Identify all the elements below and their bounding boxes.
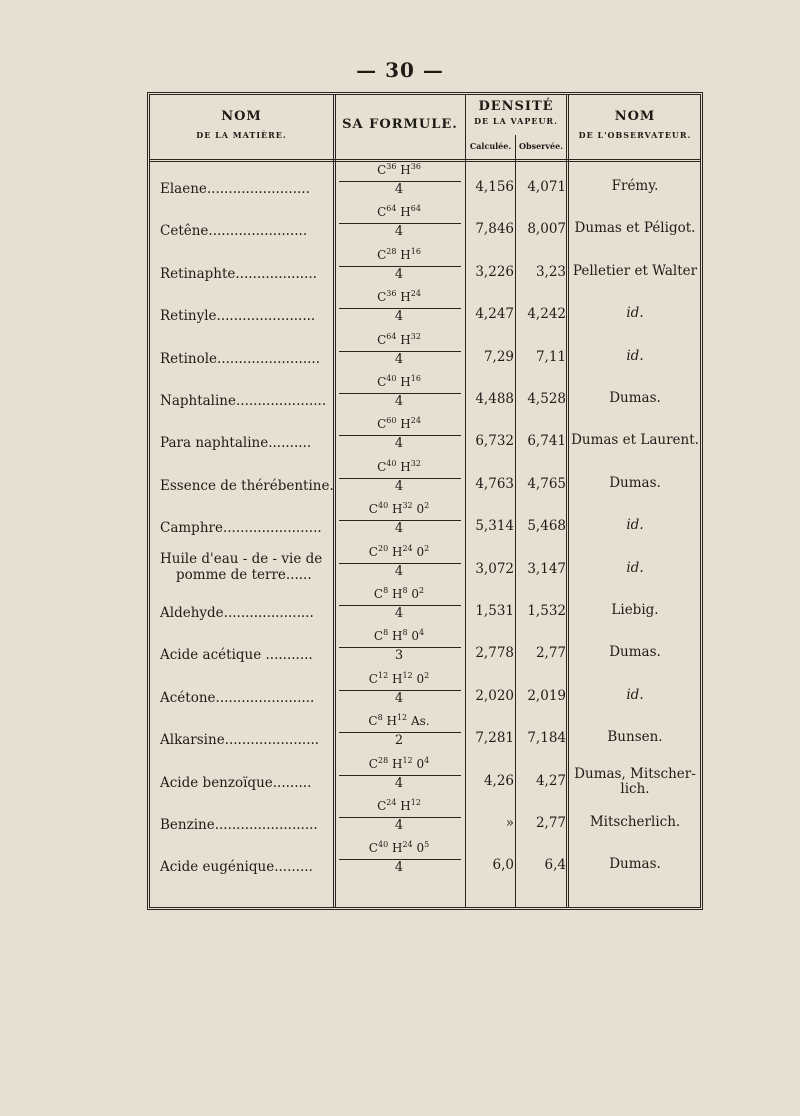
formula-denominator: 3	[394, 648, 404, 664]
density-calculated: 7,281	[475, 730, 514, 747]
density-calculated: 1,531	[475, 603, 514, 619]
matiere-name: Elaene........................	[160, 181, 310, 197]
header-densite: DENSITÉ DE LA VAPEUR.	[474, 99, 558, 126]
matiere-name: Acide eugénique.........	[160, 859, 313, 876]
formula-numerator: $C^{60}$ $H^{24}$	[377, 416, 421, 432]
matiere-name: Cetêne.......................	[160, 223, 308, 240]
table-row	[150, 374, 700, 422]
table-row	[150, 543, 700, 592]
matiere-name: Aldehyde.....................	[160, 605, 314, 621]
matiere-name: Alkarsine......................	[160, 732, 320, 749]
density-calculated: 6,732	[475, 433, 514, 450]
matiere-name: Huile d'eau - de - vie de pomme de terre......	[160, 550, 323, 583]
table-row	[150, 289, 700, 337]
density-calculated: 3,226	[475, 263, 514, 280]
observer-name: Dumas et Péligot.	[574, 220, 696, 237]
table-row	[150, 331, 700, 380]
formula-numerator: $C^{40}$ $H^{32}$	[377, 458, 421, 474]
matiere-name: Retinole........................	[160, 350, 321, 367]
density-observed: 3,147	[527, 560, 566, 577]
table-row	[150, 755, 700, 804]
observer-name: Dumas.	[609, 474, 661, 491]
density-observed: 4,071	[527, 179, 566, 195]
density-observed: 5,468	[527, 518, 566, 535]
matiere-name: Acide benzoïque.........	[160, 774, 312, 791]
observer-name: Mitscherlich.	[589, 814, 681, 830]
density-calculated: 4,488	[475, 391, 514, 407]
formula-denominator: 4	[394, 606, 404, 621]
density-calculated: 5,314	[475, 518, 514, 535]
formula-numerator: $C^{40}$ $H^{32}$ $0^2$	[368, 501, 430, 517]
density-calculated: 4,763	[475, 475, 514, 492]
header-rule	[150, 159, 700, 162]
density-calculated: 2,020	[475, 687, 514, 704]
header-formule: SA FORMULE.	[342, 117, 458, 132]
formula-numerator: $C^{24}$ $H^{12}$	[377, 798, 421, 813]
formula-numerator: $C^8$ $H^8$ $0^4$	[373, 628, 425, 644]
formula-denominator: 4	[394, 182, 404, 197]
formula-denominator: 4	[394, 436, 404, 452]
density-calculated: 3,072	[475, 560, 514, 577]
density-observed: 4,765	[527, 475, 566, 492]
density-calculated: 4,26	[483, 772, 514, 789]
formula-numerator: $C^{28}$ $H^{16}$	[377, 246, 421, 262]
table-row	[150, 204, 700, 252]
density-observed: 2,019	[527, 687, 566, 704]
formula-denominator: 4	[394, 860, 404, 876]
matiere-name: Retinyle.......................	[160, 308, 316, 325]
table-row	[150, 162, 700, 210]
formula-numerator: $C^{64}$ $H^{64}$	[377, 204, 421, 220]
density-observed: 1,532	[527, 603, 566, 619]
density-calculated: 7,846	[475, 221, 514, 238]
density-calculated: 4,247	[475, 306, 514, 323]
table-row	[150, 586, 700, 634]
observer-name: Dumas.	[609, 390, 661, 406]
table-row	[150, 501, 700, 549]
formula-denominator: 4	[394, 521, 404, 537]
page-number: — 30 —	[356, 58, 444, 82]
table-row	[150, 670, 700, 719]
density-observed: 7,11	[535, 348, 566, 365]
matiere-name: Retinaphte...................	[160, 265, 317, 282]
formula-denominator: 4	[394, 394, 404, 409]
density-observed: 6,741	[527, 433, 566, 450]
density-observed: 4,242	[527, 306, 566, 323]
formula-denominator: 2	[394, 733, 404, 749]
formula-denominator: 4	[394, 266, 404, 282]
formula-denominator: 4	[394, 690, 404, 706]
matiere-name: Camphre.......................	[160, 520, 322, 537]
density-calculated: 2,778	[475, 645, 514, 662]
formula-denominator: 4	[394, 818, 404, 833]
observer-name: Dumas.	[609, 644, 661, 661]
table-row	[150, 628, 700, 676]
density-observed: 4,528	[527, 391, 566, 407]
observer-name: Bunsen.	[607, 729, 663, 746]
formula-denominator: 4	[394, 351, 404, 367]
observer-name: id.	[626, 686, 644, 703]
formula-numerator: $C^8$ $H^{12}$ As.	[368, 713, 430, 729]
density-observed: 8,007	[527, 221, 566, 238]
matiere-name: Acide acétique ...........	[160, 647, 313, 664]
density-observed: 3,23	[535, 263, 566, 280]
formula-numerator: $C^{12}$ $H^{12}$ $0^2$	[368, 670, 430, 686]
matiere-name: Para naphtaline..........	[160, 435, 312, 452]
density-observed: 6,4	[544, 857, 566, 874]
density-observed: 2,77	[535, 815, 566, 831]
formula-numerator: $C^{40}$ $H^{24}$ $0^5$	[368, 840, 430, 856]
density-observed: 7,184	[527, 730, 566, 747]
observer-name: id.	[626, 559, 644, 576]
density-calculated: 7,29	[483, 348, 514, 365]
formula-numerator: $C^{36}$ $H^{36}$	[377, 162, 421, 177]
header-observee: Observée.	[519, 141, 563, 151]
formula-numerator: $C^{28}$ $H^{12}$ $0^4$	[368, 755, 430, 771]
header-nom-matiere: NOM DE LA MATIÈRE.	[196, 109, 287, 140]
formula-numerator: $C^{36}$ $H^{24}$	[377, 289, 421, 305]
formula-denominator: 4	[394, 775, 404, 791]
table-row	[150, 713, 700, 761]
observer-name: id.	[626, 347, 644, 364]
density-calculated: »	[505, 815, 514, 831]
density-observed: 2,77	[535, 645, 566, 662]
observer-name: Pelletier et Walter	[572, 262, 698, 279]
header-nom-observateur: NOM DE L'OBSERVATEUR.	[578, 109, 692, 140]
matiere-name: Essence de thérébentine.	[160, 477, 334, 494]
formula-numerator: $C^{64}$ $H^{32}$	[377, 331, 421, 347]
observer-name: id.	[626, 517, 644, 534]
table-row	[150, 458, 700, 507]
matiere-name: Acétone.......................	[160, 689, 315, 706]
table-row	[150, 246, 700, 295]
formula-numerator: $C^8$ $H^8$ $0^2$	[373, 586, 425, 601]
observer-name: Frémy.	[611, 178, 659, 194]
formula-denominator: 4	[394, 224, 404, 240]
density-table	[147, 92, 703, 910]
density-observed: 4,27	[535, 772, 566, 789]
density-calculated: 6,0	[492, 857, 514, 874]
table-row	[150, 840, 700, 888]
observer-name: Dumas.	[609, 856, 661, 873]
observer-name: Dumas et Laurent.	[571, 432, 699, 449]
observer-name: id.	[626, 305, 644, 322]
formula-denominator: 4	[394, 563, 404, 579]
formula-numerator: $C^{20}$ $H^{24}$ $0^2$	[368, 543, 430, 559]
table-row	[150, 416, 700, 464]
formula-numerator: $C^{40}$ $H^{16}$	[377, 374, 421, 389]
observer-name: Liebig.	[611, 602, 659, 618]
density-calculated: 4,156	[475, 179, 514, 195]
formula-denominator: 4	[394, 478, 404, 494]
formula-denominator: 4	[394, 309, 404, 325]
observer-name: Dumas, Mitscher- lich.	[574, 765, 696, 797]
header-calculee: Calculée.	[469, 141, 512, 151]
matiere-name: Benzine........................	[160, 817, 318, 833]
matiere-name: Naphtaline.....................	[160, 393, 327, 409]
table-row	[150, 798, 700, 846]
